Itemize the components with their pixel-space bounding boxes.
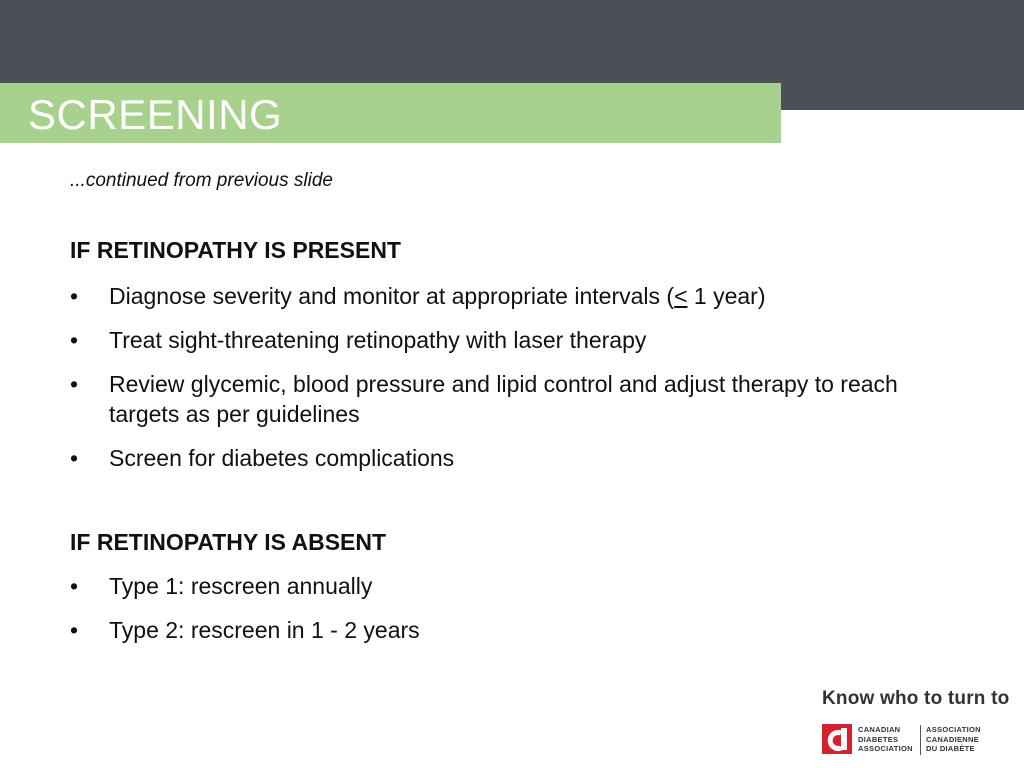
bullet-icon: • (70, 573, 79, 599)
list-item-text: Treat sight-threatening retinopathy with laser therapy (109, 327, 647, 353)
heading-retinopathy-absent: IF RETINOPATHY IS ABSENT (70, 529, 387, 555)
bullet-icon: • (70, 371, 79, 397)
logo-text-english (858, 725, 913, 754)
slide-title: SCREENING (28, 91, 283, 138)
list-item-text-after: 1 year) (687, 283, 766, 309)
list-retinopathy-absent (70, 571, 950, 659)
logo-line: DU DIABÈTE (926, 744, 975, 753)
cda-logo (822, 724, 992, 758)
logo-text-french (926, 725, 981, 754)
logo-divider (920, 725, 921, 755)
bullet-icon: • (70, 617, 79, 643)
list-item (70, 615, 950, 645)
continued-note: ...continued from previous slide (70, 170, 333, 191)
list-item (70, 281, 950, 311)
bullet-icon: • (70, 445, 79, 471)
list-item (70, 369, 950, 429)
cda-logo-icon (822, 724, 852, 754)
heading-retinopathy-present: IF RETINOPATHY IS PRESENT (70, 237, 401, 263)
list-retinopathy-present (70, 281, 950, 487)
list-item (70, 325, 950, 355)
logo-line: CANADIENNE (926, 734, 980, 744)
bullet-icon: • (70, 327, 79, 353)
bullet-icon: • (70, 283, 79, 309)
list-item-text: Review glycemic, blood pressure and lipid control and adjust therapy to reach targets as per guidelines (109, 371, 898, 427)
list-item-text: Screen for diabetes complications (109, 445, 455, 471)
list-item-text: Type 1: rescreen annually (109, 573, 373, 599)
logo-line: CANADIAN (858, 725, 901, 734)
list-item-text-before: Diagnose severity and monitor at appropriate intervals ( (109, 283, 675, 309)
footer-tagline: Know who to turn to (822, 688, 1010, 709)
list-item-text: Type 2: rescreen in 1 - 2 years (109, 617, 420, 643)
logo-line: ASSOCIATION (926, 725, 981, 734)
less-than-or-equal-symbol: < (674, 283, 688, 309)
list-item (70, 443, 950, 473)
logo-line: ASSOCIATION (858, 744, 913, 753)
list-item (70, 571, 950, 601)
logo-line: DIABETES (858, 734, 899, 744)
